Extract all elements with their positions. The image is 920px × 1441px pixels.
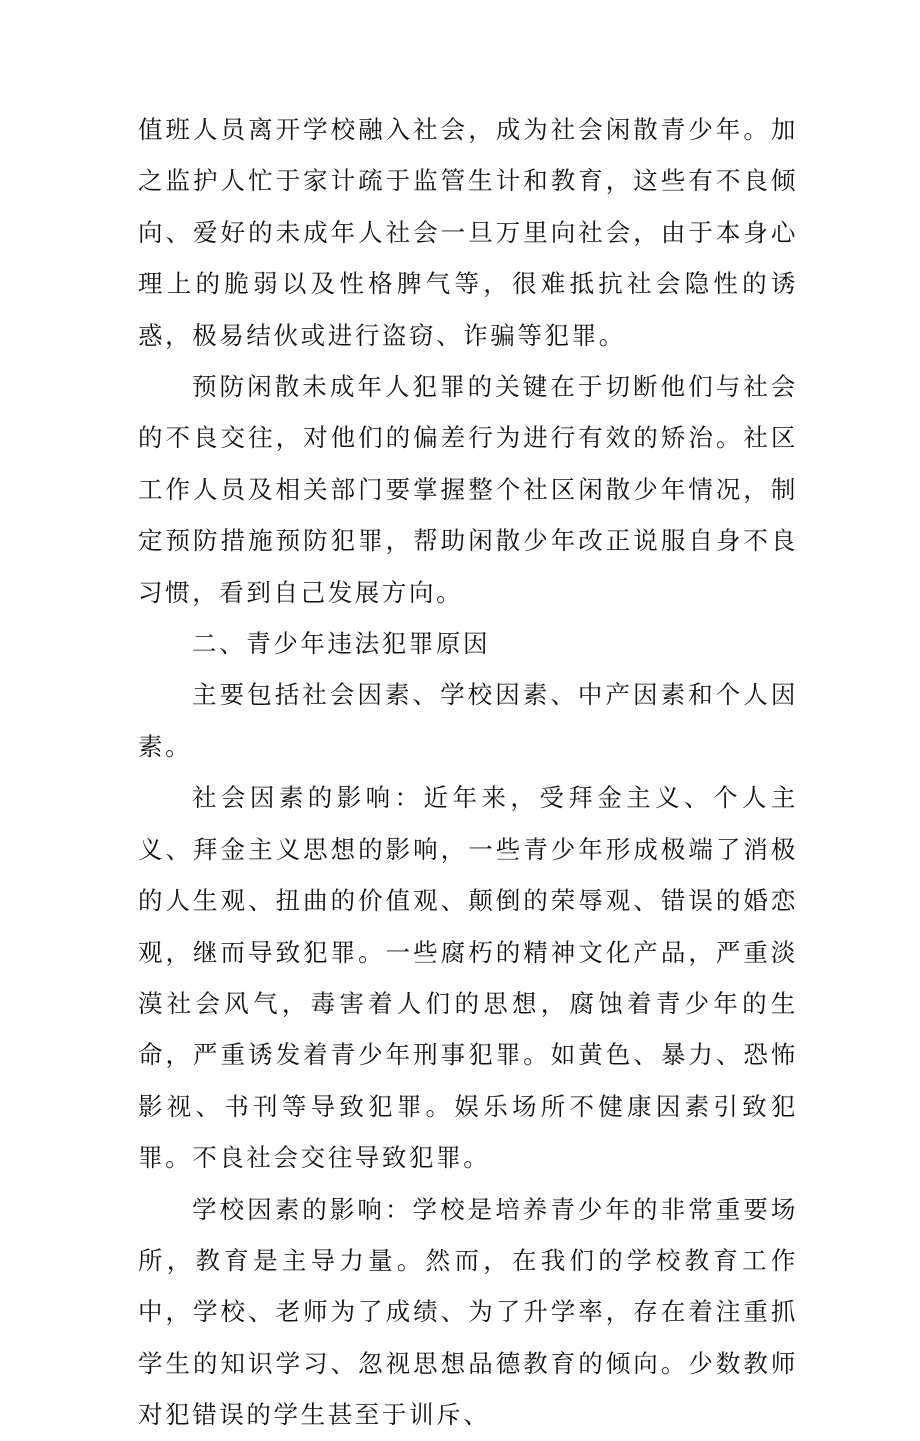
paragraph-school-factors: 学校因素的影响：学校是培养青少年的非常重要场所，教育是主导力量。然而，在我们的学校教育工作中，学校、老师为了成绩、为了升学率，存在着注重抓学生的知识学习、忽视思想品德教育的倾向。少数教师对犯错误的学生甚至于训斥、 [138,1194,798,1430]
document-body [138,104,798,1441]
paragraph-social-factors: 社会因素的影响：近年来，受拜金主义、个人主义、拜金主义思想的影响，一些青少年形成极端了消极的人生观、扭曲的价值观、颠倒的荣辱观、错误的婚恋观，继而导致犯罪。一些腐朽的精神文化产品，严重淡漠社会风气，毒害着人们的思想，腐蚀着青少年的生命，严重诱发着青少年刑事犯罪。如黄色、暴力、恐怖影视、书刊等导致犯罪。娱乐场所不健康因素引致犯罪。不良社会交往导致犯罪。 [138,783,798,1173]
paragraph-prevention: 预防闲散未成年人犯罪的关键在于切断他们与社会的不良交往，对他们的偏差行为进行有效的矫治。社区工作人员及相关部门要掌握整个社区闲散少年情况，制定预防措施预防犯罪，帮助闲散少年改正说服自身不良习惯，看到自己发展方向。 [138,372,798,607]
paragraph-factors-summary: 主要包括社会因素、学校因素、中产因素和个人因素。 [138,680,798,761]
paragraph-continuation: 值班人员离开学校融入社会，成为社会闲散青少年。加之监护人忙于家计疏于监管生计和教育，这些有不良倾向、爱好的未成年人社会一旦万里向社会，由于本身心理上的脆弱以及性格脾气等，很难抵抗社会隐性的诱惑，极易结伙或进行盗窃、诈骗等犯罪。 [138,115,798,350]
section-heading-causes: 二、青少年违法犯罪原因 [192,629,491,659]
